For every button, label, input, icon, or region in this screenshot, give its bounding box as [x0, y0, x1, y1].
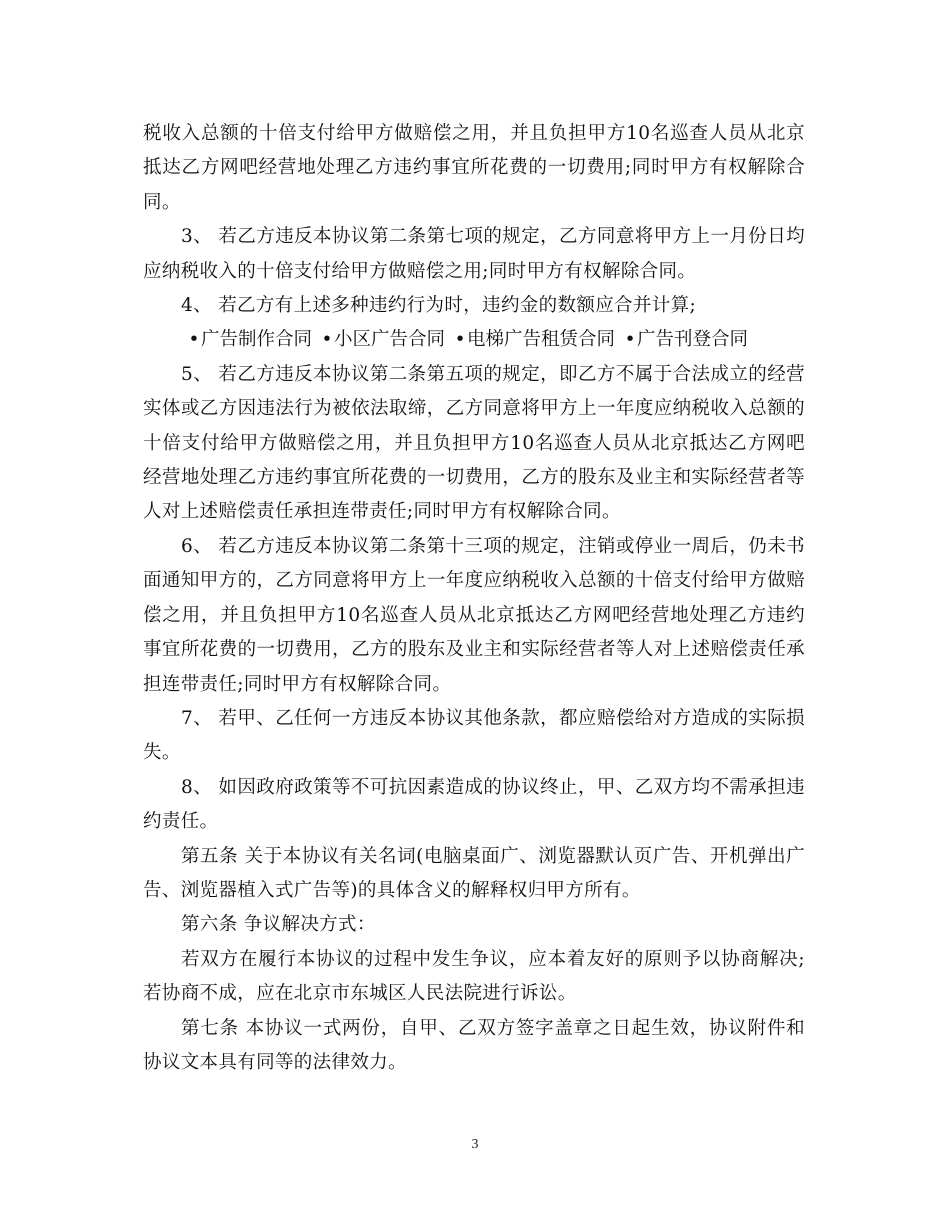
link-community-ad-contract[interactable]: 小区广告合同 — [334, 329, 446, 351]
link-ad-production-contract[interactable]: 广告制作合同 — [201, 329, 313, 351]
document-body — [143, 117, 805, 1080]
paragraph-clause-7: 7、 若甲、乙任何一方违反本协议其他条款，都应赔偿给对方造成的实际损失。 — [143, 707, 805, 764]
paragraph-clause-5: 5、 若乙方违反本协议第二条第五项的规定，即乙方不属于合法成立的经营实体或乙方因违法行为被依法取缔，乙方同意将甲方上一年度应纳税收入总额的十倍支付给甲方做赔偿之用，并且负担甲方10名巡查人员从北京抵达乙方网吧经营地处理乙方违约事宜所花费的一切费用，乙方的股东及业主和实际经营者等人对上述赔偿责任承担连带责任;同时甲方有权解除合同。 — [143, 363, 805, 523]
paragraph-article-7: 第七条 本协议一式两份，自甲、乙双方签字盖章之日起生效，协议附件和协议文本具有同等的法律效力。 — [143, 1017, 805, 1073]
paragraph-continuation: 税收入总额的十倍支付给甲方做赔偿之用，并且负担甲方10名巡查人员从北京抵达乙方网吧经营地处理乙方违约事宜所花费的一切费用;同时甲方有权解除合同。 — [143, 123, 805, 213]
link-elevator-ad-lease-contract[interactable]: 电梯广告租赁合同 — [467, 329, 616, 351]
paragraph-clause-6: 6、 若乙方违反本协议第二条第十三项的规定，注销或停业一周后，仍未书面通知甲方的，乙方同意将甲方上一年度应纳税收入总额的十倍支付给甲方做赔偿之用，并且负担甲方10名巡查人员从北京抵达乙方网吧经营地处理乙方违约事宜所花费的一切费用，乙方的股东及业主和实际经营者等人对上述赔偿责任承担连带责任;同时甲方有权解除合同。 — [143, 535, 805, 695]
page-number: 3 — [471, 1137, 479, 1152]
link-ad-placement-contract[interactable]: 广告刊登合同 — [637, 329, 749, 351]
paragraph-article-5: 第五条 关于本协议有关名词(电脑桌面广、浏览器默认页广告、开机弹出广告、浏览器植入式广告等)的具体含义的解释权归甲方所有。 — [143, 845, 805, 901]
paragraph-article-6-body: 若双方在履行本协议的过程中发生争议，应本着友好的原则予以协商解决;若协商不成，应在北京市东城区人民法院进行诉讼。 — [143, 948, 805, 1005]
bullet-icon: • — [454, 329, 466, 351]
bullet-icon: • — [624, 329, 636, 351]
paragraph-clause-4: 4、 若乙方有上述多种违约行为时，违约金的数额应合并计算; — [181, 295, 697, 317]
paragraph-clause-8: 8、 如因政府政策等不可抗因素造成的协议终止，甲、乙双方均不需承担违约责任。 — [143, 776, 805, 833]
related-links-bar — [143, 323, 805, 357]
bullet-icon: • — [188, 329, 200, 351]
paragraph-article-6-heading: 第六条 争议解决方式： — [181, 914, 376, 936]
paragraph-clause-3: 3、 若乙方违反本协议第二条第七项的规定，乙方同意将甲方上一月份日均应纳税收入的十倍支付给甲方做赔偿之用;同时甲方有权解除合同。 — [143, 226, 805, 282]
bullet-icon: • — [321, 329, 333, 351]
